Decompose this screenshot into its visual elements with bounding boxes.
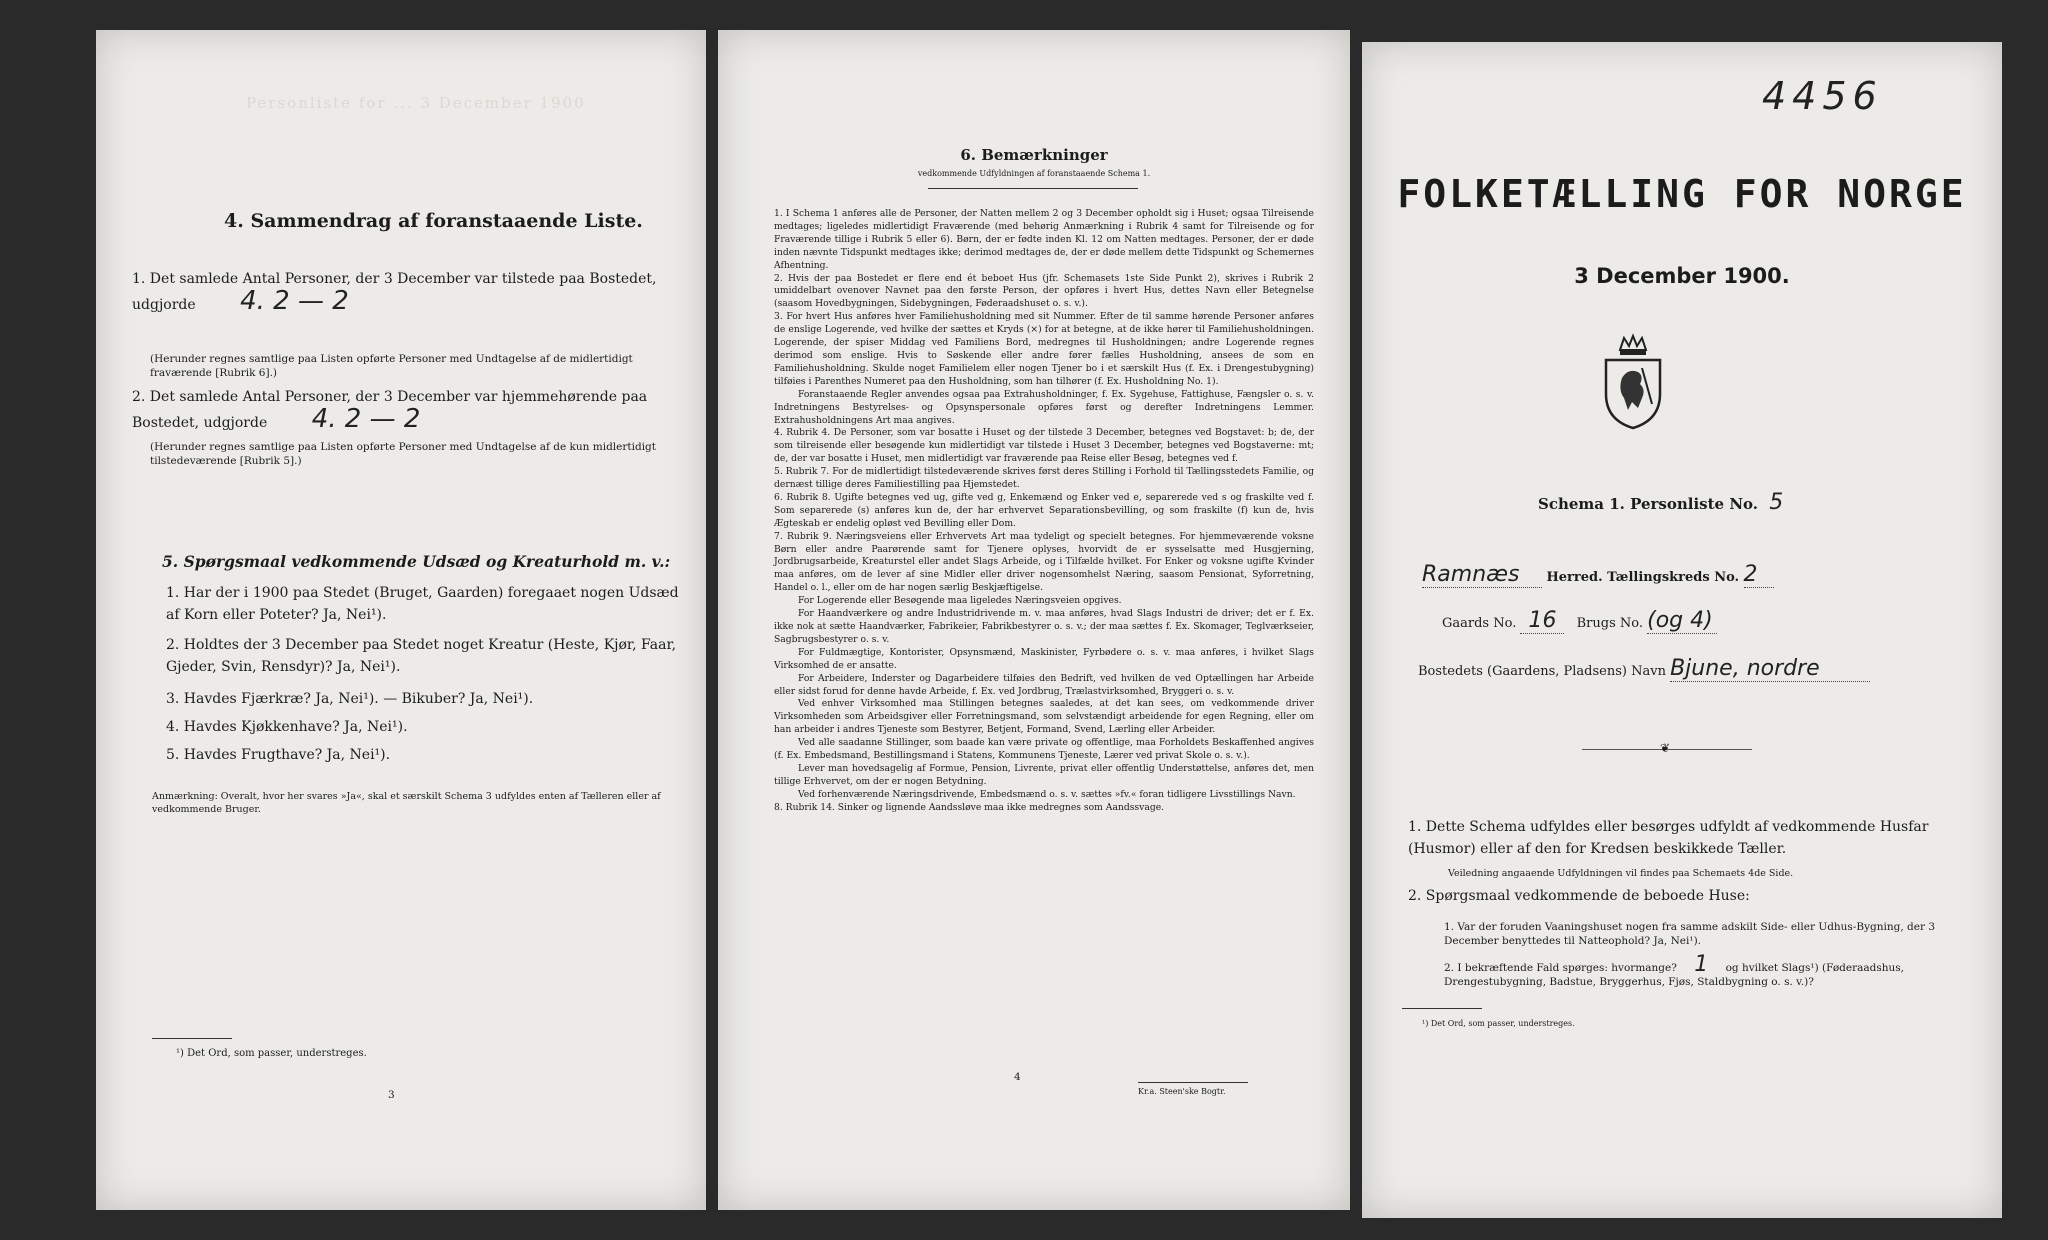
herred-label: Herred. Tællingskreds No. [1546,570,1740,585]
footnote: ¹) Det Ord, som passer, understreges. [1422,1019,1575,1028]
note-7-workers: For Arbeidere, Inderster og Dagarbeidere tilføies den Bedrift, ved hvilken de ved Optællingen har Arbeide eller sidst forud for denne havde Arbeide, f. Ex. ved Jordbrug, Trælastvirksomhed, Bryggeri o. s. v. [774,672,1314,697]
summary-item-2 [132,386,672,434]
summary-item-1-text: 1. Det samlede Antal Personer, der 3 December var tilstede paa Bostedet, udgjorde [132,271,657,313]
gaards-label: Gaards No. [1442,616,1517,631]
summary-item-2-values: 4. 2 — 2 [311,404,421,434]
section-5-title: 5. Spørgsmaal vedkommende Udsæd og Kreaturhold m. v.: [162,552,671,571]
coat-of-arms-icon [1598,332,1668,432]
note-7: 7. Rubrik 9. Næringsveiens eller Erhvervets Art maa tydeligt og specielt betegnes. For hjemmeværende voksne Børn eller andre Paarørende samt for Tjenere oplyses, hvorvidt de er sysselsatte med Husgjerning, Jordbrugsarbeide, Kreaturstel eller andet Slags Arbeide, og i Tilfælde hvilket. For Enker og voksne ugifte Kvinder maa anføres, om de lever af sine Midler eller driver nogensomhelst Næring, saasom Pensionat, Syforretning, Handel o. l., eller om de har nogen særlig Beskjæftigelse. [774,530,1314,594]
note-2: 2. Hvis der paa Bostedet er flere end ét beboet Hus (jfr. Schemasets 1ste Side Punkt 2), skrives i Rubrik 2 umiddelbart ovenover Navnet paa den første Person, der opføres i hvert Hus, dettes Navn eller Betegnelse (saasom Hovedbygningen, Sidebygningen, Føderaadshuset o. s. v.). [774,272,1314,310]
title-rule [928,188,1138,189]
question-1: 1. Har der i 1900 paa Stedet (Bruget, Gaarden) foregaaet nogen Udsæd af Korn eller Poteter? Ja, Nei¹). [166,585,679,623]
page-number: 3 [388,1089,395,1101]
house-question-2 [1444,952,1964,989]
instruction-1: 1. Dette Schema udfyldes eller besørges udfyldt af vedkommende Husfar (Husmor) eller af den for Kredsen beskikkede Tæller. [1408,819,1929,857]
bosted-line [1418,656,1870,682]
printer-mark: Kr.a. Steen'ske Bogtr. [1138,1087,1226,1096]
note-7-lodgers: For Logerende eller Besøgende maa ligeledes Næringsveien opgives. [798,595,1122,607]
note-8: 8. Rubrik 14. Sinker og lignende Aandssløve maa ikke medregnes som Aandssvage. [774,801,1165,813]
note-3-extra: Foranstaaende Regler anvendes ogsaa paa Extrahusholdninger, f. Ex. Sygehuse, Fattighuse, Fængsler o. s. v. Indretningens Bestyrelses- og Opsynspersonale opføres først og derefter Indretningens Lemmer. Extrahusholdningens Art maa angives. [774,388,1314,426]
instruction-1-sub: Veiledning angaaende Udfyldningen vil findes paa Schemaets 4de Side. [1448,868,1794,879]
herred-value: Ramnæs [1422,562,1542,588]
ghost-header: Personliste for ... 3 December 1900 [246,94,586,112]
note-7-clerks: For Fuldmægtige, Kontorister, Opsynsmænd, Maskinister, Fyrbødere o. s. v. maa anføres, i hvilket Slags Virksomhed de er ansatte. [774,646,1314,671]
page-4 [718,30,1350,1210]
note-7-position: Ved enhver Virksomhed maa Stillingen betegnes saaledes, at det kan sees, om vedkommende driver Virksomheden som Arbeidsgiver eller Forretningsmand, som selvstændigt arbeidende for egen Regning, eller om han arbeider i andres Tjeneste som Bestyrer, Betjent, Formand, Svend, Lærling eller Arbeider. [774,698,1314,736]
summary-item-2-text: 2. Det samlede Antal Personer, der 3 December var hjemmehørende paa Bostedet, udgjorde [132,389,648,431]
question-2: 2. Holdtes der 3 December paa Stedet noget Kreatur (Heste, Kjør, Faar, Gjeder, Svin, Rensdyr)? Ja, Nei¹). [166,637,677,675]
archive-number: 4456 [1762,74,1883,118]
ornament-icon: ❦ [1660,741,1671,755]
census-date: 3 December 1900. [1574,264,1790,288]
house-count: 1 [1694,952,1709,977]
note-3: 3. For hvert Hus anføres hver Familiehusholdning med sit Nummer. Efter de til samme hørende Personer anføres de enslige Logerende, ved hvilke der sættes et Kryds (×) for at betegne, at de ikke hører til Familiehusholdningen. Logerende, der spiser Middag ved Familiens Bord, medregnes til Husholdningen; andre Logerende regnes derimod som enslige. Hvis to Søskende eller andre fører fælles Husholdning, ansees de som en Familiehusholdning. Skulde noget Familielem eller nogen Tjener bo i et særskilt Hus (f. Ex. i Drengestubygning) tilføies i Parenthes Numeret paa den Husholdning, som han tilhører (f. Ex. Husholdning No. 1). [774,311,1314,387]
instruction-2: 2. Spørgsmaal vedkommende de beboede Huse: [1408,888,1750,904]
summary-item-2-note: (Herunder regnes samtlige paa Listen opførte Personer med Undtagelse af de kun midlertidigt tilstedeværende [Rubrik 5].) [150,441,656,467]
footnote-rule [152,1038,232,1039]
question-5: 5. Havdes Frugthave? Ja, Nei¹). [166,747,391,763]
bosted-label: Bostedets (Gaardens, Pladsens) Navn [1418,664,1666,679]
note-5: 5. Rubrik 7. For de midlertidigt tilstedeværende skrives først deres Stilling i Forhold til Tællingsstedets Familie, og dernæst tillige deres Familiestilling paa Hjemstedet. [774,466,1314,491]
brugs-no: (og 4) [1647,608,1717,634]
note-1: 1. I Schema 1 anføres alle de Personer, der Natten mellem 2 og 3 December opholdt sig i Huset; ogsaa Tilreisende medtages; ligeledes midlertidigt Fraværende (med behørig Anmærkning i Rubrik 4 samt for Tilreisende og for Fraværende tillige i Rubrik 5 eller 6). Børn, der er fødte inden Kl. 12 om Natten medtages. Personer, der er døde inden nævnte Tidspunkt medtages ikke; derimod medtages de, der er døde mellem dette Tidspunkt og Schemernes Afhentning. [774,208,1314,271]
schema-label: Schema 1. Personliste No. [1538,495,1758,513]
house-question-2a: 2. I bekræftende Fald spørges: hvormange? [1444,962,1677,974]
note-7-pension: Lever man hovedsagelig af Formue, Pension, Livrente, privat eller offentlig Understøttelse, anføres det, men tillige Erhvervet, om der er nogen Betydning. [774,762,1314,787]
main-title: FOLKETÆLLING FOR NORGE [1397,172,1967,216]
summary-item-1-note: (Herunder regnes samtlige paa Listen opførte Personer med Undtagelse af de midlertidigt fraværende [Rubrik 6].) [150,353,633,379]
note-7-public: Ved alle saadanne Stillinger, som baade kan være private og offentlige, maa Forholdets Beskaffenhed angives (f. Ex. Embedsmand, Bestillingsmand i Statens, Kommunens Tjeneste, Lærer ved privat Skole o. s. v.). [774,737,1314,762]
anmerkning: Anmærkning: Overalt, hvor her svares »Ja«, skal et særskilt Schema 3 udfyldes enten af Tælleren eller af vedkommende Bruger. [152,791,661,815]
summary-item-1 [132,268,672,316]
remarks-subtitle: vedkommende Udfyldningen af foranstaaende Schema 1. [917,169,1151,178]
note-7-craftsmen: For Haandværkere og andre Industridrivende m. v. maa anføres, hvad Slags Industri de driver; det er f. Ex. ikke nok at sætte Haandværker, Fabrikeier, Fabrikbestyrer o. s. v.; der maa sættes f. Ex. Skomager, Teglværkseier, Sagbrugsbestyrer o. s. v. [774,608,1314,645]
krets-no: 2 [1744,562,1774,588]
note-4: 4. Rubrik 4. De Personer, som var bosatte i Huset og der tilstede 3 December, betegnes ved Bogstavet: b; de, der som tilreisende eller besøgende kun midlertidigt var tilstede i Huset 3 December, betegnes ved Bogstaverne: mt; de, der var bosatte i Huset, men midlertidigt var fraværende paa Reise eller Besøg, betegnes ved f. [774,427,1314,465]
footnote: ¹) Det Ord, som passer, understreges. [176,1048,367,1059]
question-4: 4. Havdes Kjøkkenhave? Ja, Nei¹). [166,719,408,735]
bosted-value: Bjune, nordre [1670,656,1870,682]
personliste-no: 5 [1769,490,1784,515]
house-question-2b: og hvilket Slags¹) (Føderaadshus, Drengestubygning, Badstue, Bryggerhus, Fjøs, Staldbygning o. s. v.)? [1444,962,1905,988]
gaard-line [1442,608,1717,634]
herred-line [1422,562,1774,588]
question-3: 3. Havdes Fjærkræ? Ja, Nei¹). — Bikuber? Ja, Nei¹). [166,691,534,707]
page-number: 4 [1014,1071,1021,1083]
note-7-former: Ved forhenværende Næringsdrivende, Embedsmænd o. s. v. sættes »fv.« foran tidligere Livsstillings Navn. [798,788,1296,800]
section-4-title: 4. Sammendrag af foranstaaende Liste. [224,210,643,232]
remarks-notes [774,208,1314,815]
brugs-label: Brugs No. [1576,616,1643,631]
house-question-1: 1. Var der foruden Vaaningshuset nogen fra samme adskilt Side- eller Udhus-Bygning, der 3 December benyttedes til Natteophold? Ja, Nei¹). [1444,921,1935,947]
page-3 [96,30,706,1210]
schema-personliste [1538,490,1783,515]
page-1 [1362,42,2002,1218]
remarks-title: 6. Bemærkninger [960,146,1108,164]
gaards-no: 16 [1520,608,1564,634]
footnote-rule [1402,1008,1482,1009]
printer-rule [1138,1082,1248,1083]
note-6: 6. Rubrik 8. Ugifte betegnes ved ug, gifte ved g, Enkemænd og Enker ved e, separerede ved s og fraskilte ved f. Som separerede (s) anføres kun de, der har erhvervet Separationsbevilling, og som fraskilte (f) kun de, hvis Ægteskab er endelig opløst ved Bevilling eller Dom. [774,491,1314,529]
summary-item-1-values: 4. 2 — 2 [240,286,349,316]
